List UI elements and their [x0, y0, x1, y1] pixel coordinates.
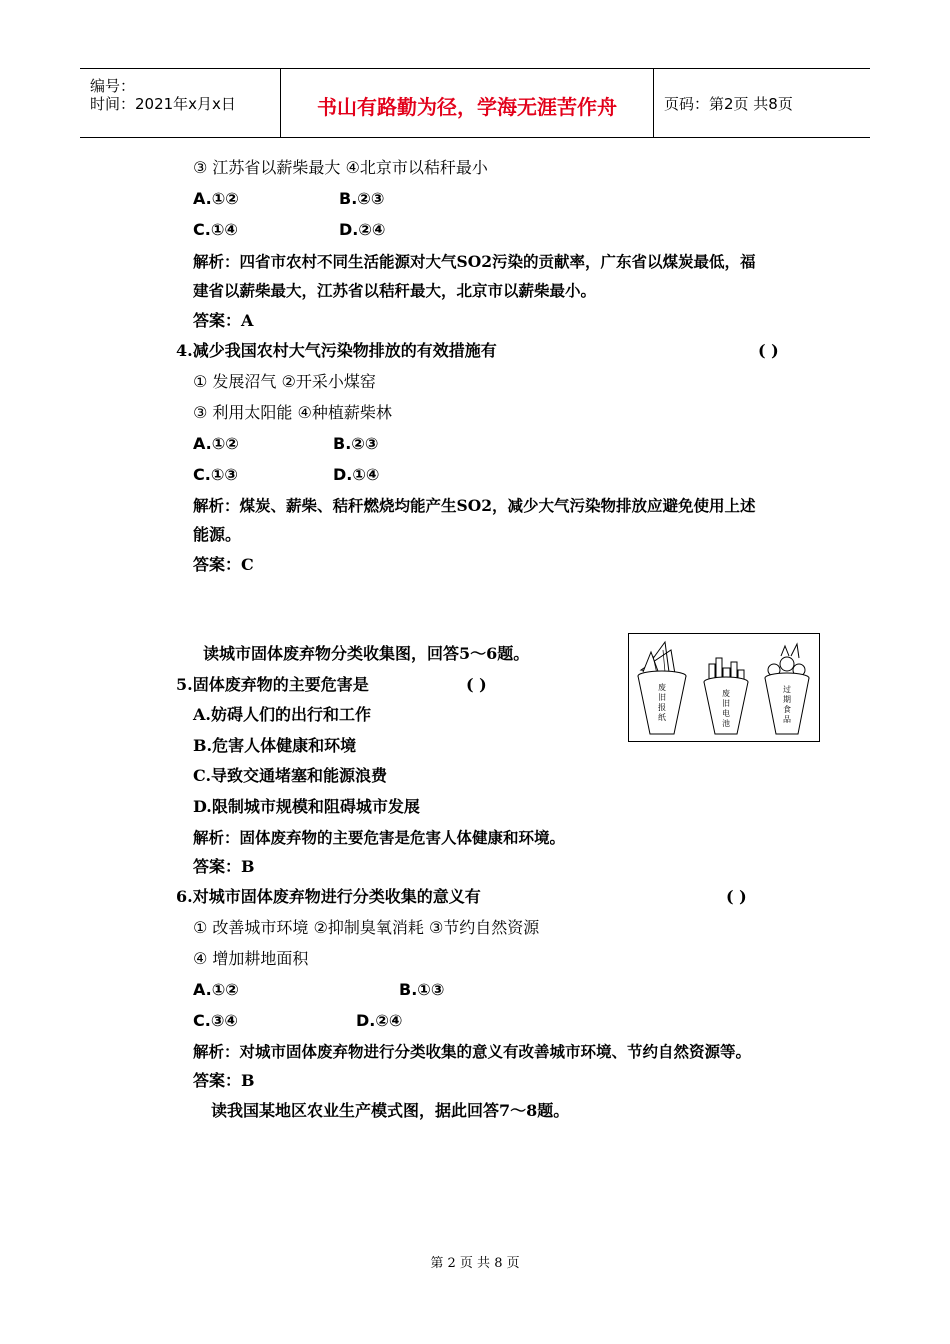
q5-stem: 5.固体废弃物的主要危害是	[176, 675, 369, 694]
bin2-label-char1: 废	[722, 689, 730, 698]
bin-newspaper	[638, 642, 686, 734]
q5-answer-bracket: ( )	[466, 675, 487, 694]
bin3-label-char1: 过	[783, 685, 791, 694]
bin1-label-char1: 废	[658, 683, 666, 692]
page-header	[80, 68, 870, 138]
q6-answer-bracket: ( )	[726, 887, 747, 906]
q6-choice-c: C.③④	[193, 1011, 238, 1030]
q6-choice-d: D.②④	[356, 1011, 403, 1030]
q4-choice-d: D.①④	[333, 465, 380, 484]
q3-analysis-line2: 建省以薪柴最大，江苏省以秸秆最大，北京市以薪柴最小。	[193, 281, 597, 300]
q6-answer: 答案：B	[193, 1071, 255, 1090]
q6-choice-b: B.①③	[399, 980, 445, 999]
q4-options-line2: ③ 利用太阳能 ④种植薪柴林	[193, 403, 392, 422]
q3-choice-a: A.①②	[193, 189, 239, 208]
q5-option-c: C.导致交通堵塞和能源浪费	[193, 766, 388, 785]
q6-stem: 6.对城市固体废弃物进行分类收集的意义有	[176, 887, 481, 906]
q4-analysis-line1: 解析：煤炭、薪柴、秸秆燃烧均能产生SO2，减少大气污染物排放应避免使用上述	[193, 496, 756, 515]
waste-sorting-figure	[628, 633, 820, 742]
q3-choice-b: B.②③	[339, 189, 385, 208]
q5-option-b: B.危害人体健康和环境	[193, 736, 357, 755]
bin2-label-char2: 旧	[722, 699, 730, 708]
q4-choice-b: B.②③	[333, 434, 379, 453]
q5-option-a: A.妨碍人们的出行和工作	[193, 705, 371, 724]
header-motto: 书山有路勤为径，学海无涯苦作舟	[317, 95, 617, 119]
q4-answer: 答案：C	[193, 555, 254, 574]
bin1-label-char2: 旧	[658, 693, 666, 702]
q6-analysis: 解析：对城市固体废弃物进行分类收集的意义有改善城市环境、节约自然资源等。	[193, 1042, 752, 1061]
q6-options-line1: ① 改善城市环境 ②抑制臭氧消耗 ③节约自然资源	[193, 918, 540, 937]
q3-options-line2: ③ 江苏省以薪柴最大 ④北京市以秸秆最小	[193, 158, 488, 177]
bin-battery	[704, 658, 748, 734]
q6-options-line2: ④ 增加耕地面积	[193, 949, 309, 968]
bin1-label-char3: 报	[658, 703, 666, 712]
header-motto-cell	[281, 69, 654, 137]
q4-choice-c: C.①③	[193, 465, 238, 484]
intro-questions-5-6: 读城市固体废弃物分类收集图，回答5～6题。	[203, 644, 530, 663]
q3-choice-c: C.①④	[193, 220, 238, 239]
q4-stem: 4.减少我国农村大气污染物排放的有效措施有	[176, 341, 497, 360]
q3-answer: 答案：A	[193, 311, 254, 330]
header-page-cell	[654, 69, 870, 137]
document-number: 编号：	[90, 77, 136, 95]
page-indicator: 页码：第2页 共8页	[664, 95, 793, 113]
q4-options-line1: ① 发展沼气 ②开采小煤窑	[193, 372, 376, 391]
document-date: 时间：2021年x月x日	[90, 95, 236, 113]
intro-questions-7-8: 读我国某地区农业生产模式图，据此回答7～8题。	[211, 1101, 570, 1120]
bin3-label-char4: 品	[783, 715, 791, 724]
q5-option-d: D.限制城市规模和阻碍城市发展	[193, 797, 420, 816]
header-left-cell	[80, 69, 281, 137]
q5-analysis: 解析：固体废弃物的主要危害是危害人体健康和环境。	[193, 828, 566, 847]
bin1-label-char4: 纸	[658, 713, 666, 722]
page-footer: 第 2 页 共 8 页	[430, 1256, 520, 1271]
q4-choice-a: A.①②	[193, 434, 239, 453]
q4-analysis-line2: 能源。	[193, 525, 242, 544]
bin2-label-char3: 电	[722, 709, 730, 718]
q3-analysis-line1: 解析：四省市农村不同生活能源对大气SO2污染的贡献率，广东省以煤炭最低，福	[193, 252, 756, 271]
q3-choice-d: D.②④	[339, 220, 386, 239]
bin-expired-food	[765, 644, 809, 734]
bin2-label-char4: 池	[722, 719, 730, 728]
q6-choice-a: A.①②	[193, 980, 239, 999]
bin3-label-char2: 期	[783, 695, 791, 704]
q5-answer: 答案：B	[193, 857, 255, 876]
waste-bins-illustration	[629, 634, 819, 741]
q4-answer-bracket: ( )	[758, 341, 779, 360]
bin3-label-char3: 食	[783, 705, 791, 714]
